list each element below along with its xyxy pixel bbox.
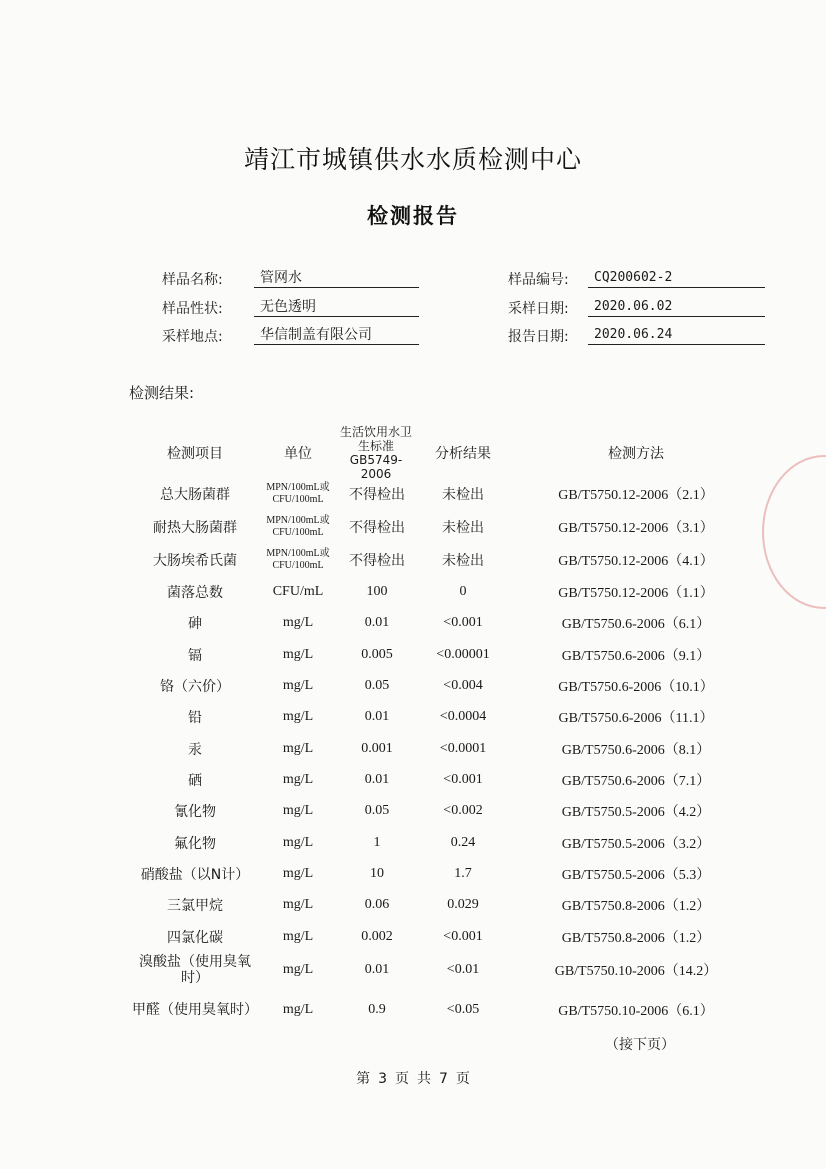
table-row — [0, 607, 826, 638]
item-cell: 氰化物 — [174, 803, 216, 820]
standard-cell: 0.05 — [364, 677, 390, 693]
method-cell: GB/T5750.12-2006（4.1） — [558, 553, 714, 569]
method-cell: GB/T5750.12-2006（2.1） — [558, 487, 714, 503]
table-row — [0, 701, 826, 732]
sampling-site-value: 华信制盖有限公司 — [254, 325, 419, 345]
method-cell: GB/T5750.6-2006（11.1） — [558, 710, 714, 726]
standard-cell: 100 — [366, 583, 388, 599]
sampling-date-label: 采样日期: — [508, 301, 569, 317]
standard-cell: 0.9 — [368, 1001, 386, 1017]
result-cell: 0.24 — [450, 834, 476, 850]
method-cell: GB/T5750.5-2006（3.2） — [561, 836, 711, 852]
header-method: 检测方法 — [608, 446, 664, 462]
unit-cell: mg/L — [282, 771, 314, 787]
result-cell: 0 — [459, 583, 467, 599]
footer-ye2: 页 — [455, 1071, 470, 1087]
item-cell: 硒 — [188, 772, 202, 789]
table-row — [0, 576, 826, 607]
result-cell: <0.002 — [443, 802, 483, 818]
method-cell: GB/T5750.10-2006（14.2） — [554, 963, 718, 979]
table-row — [0, 858, 826, 889]
header-unit: 单位 — [284, 446, 312, 462]
standard-cell: 0.01 — [364, 708, 390, 724]
standard-cell: 不得检出 — [349, 520, 405, 536]
unit-cell: mg/L — [282, 865, 314, 881]
sample-no-label: 样品编号: — [508, 272, 569, 288]
standard-cell: 不得检出 — [349, 553, 405, 569]
unit-cell: mg/L — [282, 646, 314, 662]
sample-no-value: CQ200602-2 — [588, 268, 765, 288]
header-standard: 生活饮用水卫生标准GB5749-2006 — [339, 425, 412, 481]
standard-cell: 0.01 — [364, 614, 390, 630]
page-footer — [0, 1068, 826, 1088]
method-cell: GB/T5750.6-2006（10.1） — [558, 679, 714, 695]
standard-cell: 10 — [370, 865, 384, 881]
item-cell: 铬（六价） — [160, 678, 230, 695]
method-cell: GB/T5750.5-2006（4.2） — [561, 804, 711, 820]
unit-cell: mg/L — [282, 1001, 314, 1017]
item-cell: 硝酸盐（以N计） — [140, 866, 250, 883]
item-cell: 大肠埃希氏菌 — [153, 552, 237, 569]
unit-cell: MPN/100mL或CFU/100mL — [266, 514, 330, 538]
table-row — [0, 889, 826, 920]
unit-cell: MPN/100mL或CFU/100mL — [266, 481, 330, 505]
next-page-note: （接下页） — [605, 1037, 675, 1053]
standard-cell: 0.01 — [364, 771, 390, 787]
report-date-label: 报告日期: — [508, 329, 569, 345]
item-cell: 耐热大肠菌群 — [153, 519, 237, 536]
result-cell: <0.05 — [446, 1001, 480, 1017]
item-cell: 氟化物 — [174, 835, 216, 852]
standard-cell: 0.06 — [364, 896, 390, 912]
result-cell: <0.00001 — [436, 646, 490, 662]
unit-cell: mg/L — [282, 834, 314, 850]
table-row — [0, 544, 826, 575]
method-cell: GB/T5750.12-2006（1.1） — [558, 585, 714, 601]
standard-cell: 1 — [373, 834, 381, 850]
unit-cell: mg/L — [282, 896, 314, 912]
sample-name-label: 样品名称: — [162, 272, 223, 288]
table-row — [0, 511, 826, 542]
footer-gong: 共 — [417, 1071, 431, 1087]
standard-cell: 0.05 — [364, 802, 390, 818]
table-row — [0, 994, 826, 1025]
standard-cell: 0.005 — [361, 646, 393, 662]
method-cell: GB/T5750.12-2006（3.1） — [558, 520, 714, 536]
result-cell: 未检出 — [442, 553, 484, 569]
header-item: 检测项目 — [167, 446, 223, 462]
sampling-site-label: 采样地点: — [162, 329, 223, 345]
item-cell: 菌落总数 — [167, 584, 223, 601]
standard-cell: 0.01 — [364, 961, 390, 977]
table-row — [0, 670, 826, 701]
unit-cell: mg/L — [282, 708, 314, 724]
standard-cell: 0.001 — [361, 740, 393, 756]
table-row — [0, 478, 826, 509]
result-cell: <0.001 — [443, 928, 483, 944]
result-cell: <0.001 — [443, 771, 483, 787]
result-cell: <0.004 — [443, 677, 483, 693]
item-cell: 总大肠菌群 — [160, 486, 230, 503]
item-cell: 铅 — [188, 709, 202, 726]
method-cell: GB/T5750.8-2006（1.2） — [561, 930, 711, 946]
unit-cell: mg/L — [282, 928, 314, 944]
result-cell: 1.7 — [454, 865, 472, 881]
result-cell: 未检出 — [442, 520, 484, 536]
sample-state-value: 无色透明 — [254, 297, 419, 317]
footer-total-pages: 7 — [439, 1071, 448, 1087]
org-title: 靖江市城镇供水水质检测中心 — [243, 145, 582, 174]
table-row — [0, 795, 826, 826]
table-row — [0, 954, 826, 985]
unit-cell: CFU/mL — [272, 583, 324, 599]
method-cell: GB/T5750.6-2006（9.1） — [561, 648, 711, 664]
method-cell: GB/T5750.6-2006（8.1） — [561, 742, 711, 758]
report-date-value: 2020.06.24 — [588, 325, 765, 345]
method-cell: GB/T5750.6-2006（6.1） — [561, 616, 711, 632]
method-cell: GB/T5750.5-2006（5.3） — [561, 867, 711, 883]
item-cell: 汞 — [188, 741, 202, 758]
unit-cell: mg/L — [282, 740, 314, 756]
table-row — [0, 639, 826, 670]
table-row — [0, 827, 826, 858]
table-row — [0, 733, 826, 764]
unit-cell: mg/L — [282, 614, 314, 630]
table-row — [0, 921, 826, 952]
item-cell: 镉 — [188, 647, 202, 664]
standard-cell: 不得检出 — [349, 487, 405, 503]
standard-cell: 0.002 — [361, 928, 393, 944]
result-cell: 0.029 — [447, 896, 479, 912]
footer-page-number: 3 — [378, 1071, 387, 1087]
unit-cell: mg/L — [282, 677, 314, 693]
item-cell: 溴酸盐（使用臭氧时） — [139, 953, 251, 986]
result-cell: <0.001 — [443, 614, 483, 630]
result-cell: <0.0001 — [439, 740, 487, 756]
result-cell: 未检出 — [442, 487, 484, 503]
item-cell: 砷 — [188, 615, 202, 632]
sample-state-label: 样品性状: — [162, 301, 223, 317]
unit-cell: MPN/100mL或CFU/100mL — [266, 547, 330, 571]
sample-name-value: 管网水 — [254, 268, 419, 288]
method-cell: GB/T5750.10-2006（6.1） — [558, 1003, 714, 1019]
footer-ye: 页 — [395, 1071, 409, 1087]
item-cell: 三氯甲烷 — [167, 897, 223, 914]
section-label: 检测结果: — [129, 384, 195, 402]
table-row — [0, 764, 826, 795]
method-cell: GB/T5750.6-2006（7.1） — [561, 773, 711, 789]
item-cell: 四氯化碳 — [167, 929, 223, 946]
sampling-date-value: 2020.06.02 — [588, 297, 765, 317]
method-cell: GB/T5750.8-2006（1.2） — [561, 898, 711, 914]
footer-di: 第 — [356, 1071, 371, 1087]
result-cell: <0.0004 — [439, 708, 487, 724]
unit-cell: mg/L — [282, 802, 314, 818]
item-cell: 甲醛（使用臭氧时） — [132, 1001, 258, 1018]
report-title: 检测报告 — [367, 204, 459, 228]
result-cell: <0.01 — [446, 961, 480, 977]
unit-cell: mg/L — [282, 961, 314, 977]
header-result: 分析结果 — [435, 446, 491, 462]
